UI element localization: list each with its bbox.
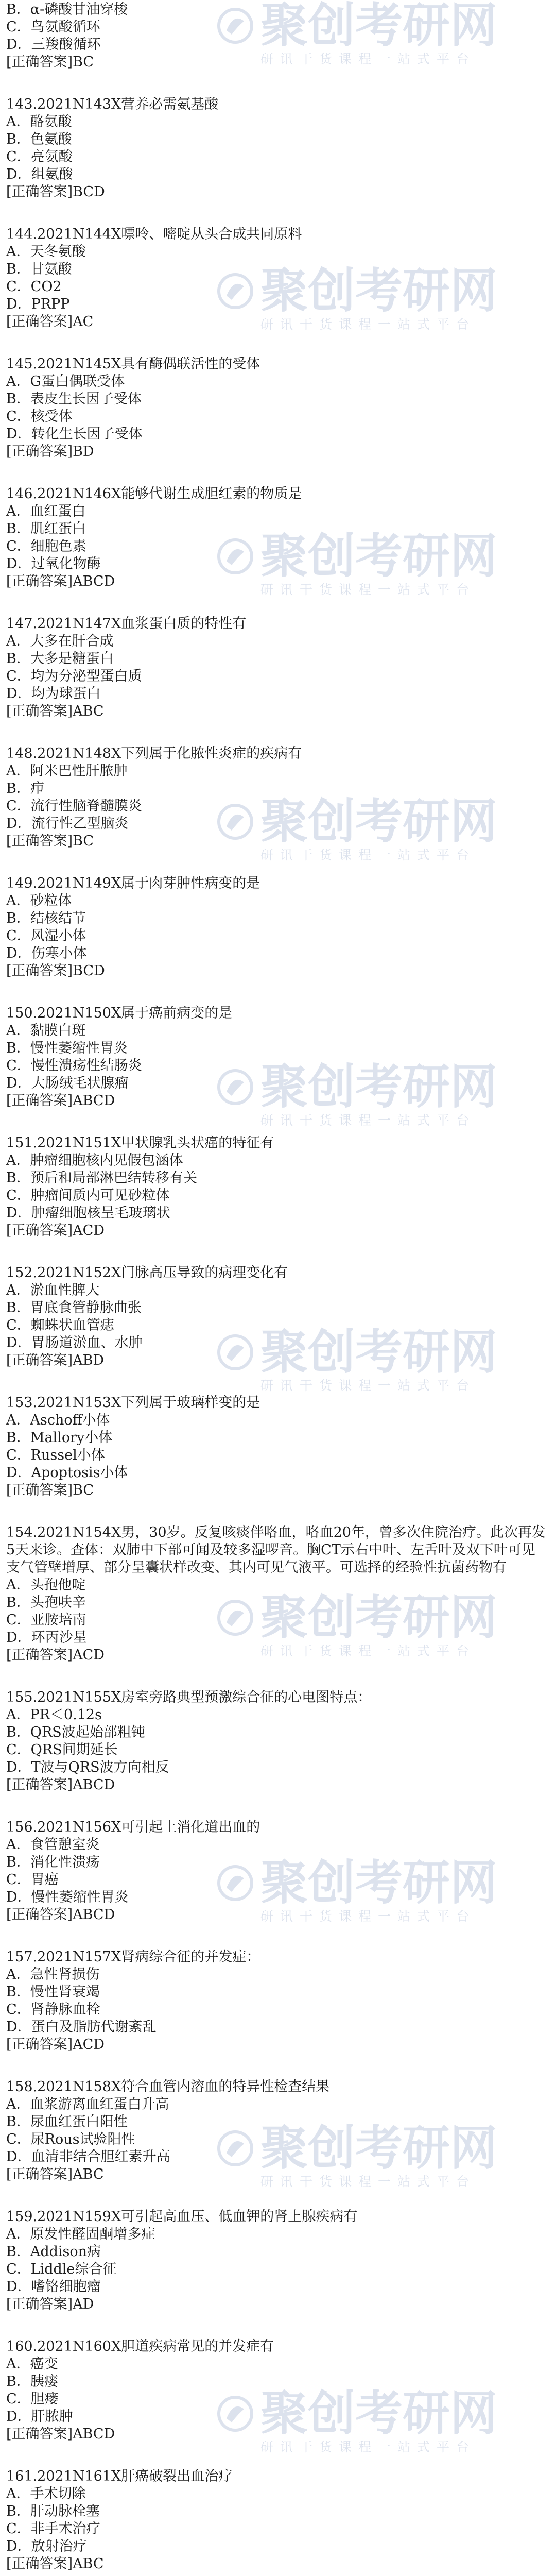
option-a: A．食管憩室炎 [6,1837,100,1853]
question-stem: 150.2021N150X属于癌前病变的是 [6,1005,233,1021]
option-c: C．蜘蛛状血管痣 [6,1317,114,1333]
option-a: A．PR＜0.12s [6,1707,102,1723]
option-b: B．消化性溃疡 [6,1854,100,1870]
option-b: B．Mallory小体 [6,1430,113,1446]
question-stem: 156.2021N156X可引起上消化道出血的 [6,1819,260,1835]
option-d: D．Apoptosis小体 [6,1465,128,1481]
option-b: B．Addison病 [6,2244,101,2260]
watermark-slogan: 研讯干货课程一站式平台 [260,1643,476,1658]
option-b: B．胃底食管静脉曲张 [6,1300,142,1316]
option-b: B．结核结节 [6,910,86,926]
option-b: B．肝动脉栓塞 [6,2503,100,2519]
question-block [6,2338,549,2443]
question-stem: 153.2021N153X下列属于玻璃样变的是 [6,1395,260,1411]
watermark-brand: 聚创考研网 [260,2386,498,2441]
option-b: B．QRS波起始部粗钝 [6,1724,145,1740]
answer-line: [正确答案]BCD [6,184,105,200]
question-stem: 147.2021N147X血浆蛋白质的特性有 [6,616,247,632]
option-c: C．核受体 [6,409,73,425]
answer-line: [正确答案]ABC [6,2166,104,2182]
question-stem: 145.2021N145X具有酶偶联活性的受体 [6,356,260,372]
option-b: B．头孢呋辛 [6,1595,86,1611]
question-block [6,745,549,850]
option-d: D．过氧化物酶 [6,556,101,572]
watermark-brand: 聚创考研网 [260,1590,498,1645]
option-d: D．环丙沙星 [6,1630,87,1646]
option-b: B．α-磷酸甘油穿梭 [6,2,128,18]
question-block [6,1819,549,1924]
option-a: A．Aschoff小体 [6,1412,110,1428]
option-d: D．蛋白及脂肪代谢紊乱 [6,2019,157,2035]
question-stem: 160.2021N160X胆道疾病常见的并发症有 [6,2338,274,2354]
option-a: A．G蛋白偶联受体 [6,374,125,389]
option-b: B．表皮生长因子受体 [6,391,142,407]
watermark-slogan: 研讯干货课程一站式平台 [260,582,476,597]
question-stem: 157.2021N157X肾病综合征的并发症： [6,1949,260,1965]
option-a: A．大多在肝合成 [6,633,114,649]
option-d: D．均为球蛋白 [6,686,101,702]
answer-line: [正确答案]ACD [6,1647,105,1663]
option-c: C．风湿小体 [6,928,86,944]
option-a: A．癌变 [6,2356,58,2372]
watermark-slogan: 研讯干货课程一站式平台 [260,2174,476,2189]
option-a: A．血红蛋白 [6,503,86,519]
option-b: B．疖 [6,781,44,796]
option-d: D．胃肠道淤血、水肿 [6,1335,143,1351]
question-block [6,1005,549,1110]
option-c: C．亚胺培南 [6,1612,86,1628]
watermark-brand: 聚创考研网 [260,529,498,584]
option-a: A．手术切除 [6,2486,86,2502]
question-stem: 148.2021N148X下列属于化脓性炎症的疾病有 [6,745,302,761]
answer-line: [正确答案]ABCD [6,573,115,589]
question-block [6,1948,549,2054]
option-b: B．肌红蛋白 [6,521,86,537]
option-a: A．急性肾损伤 [6,1967,100,1982]
option-b: B．甘氨酸 [6,261,72,277]
option-c: C．均为分泌型蛋白质 [6,668,142,684]
question-stem: 149.2021N149X属于肉芽肿性病变的是 [6,875,260,891]
answer-line: [正确答案]AD [6,2296,94,2312]
option-b: B．大多是糖蛋白 [6,651,114,667]
question-block [6,1134,549,1240]
option-b: B．慢性萎缩性胃炎 [6,1040,128,1056]
option-c: C．Liddle综合征 [6,2261,117,2277]
option-c: C．QRS间期延长 [6,1742,118,1758]
question-block [6,355,549,461]
question-stem: 154.2021N154X男，30岁。反复咳痰伴咯血，咯血20年，曾多次住院治疗。此次再发5天来诊。查体：双肺中下部可闻及较多湿啰音。胸CT示右中叶、左舌叶及双下叶可见支气管壁增厚、部分呈囊状样改变、其内可见气液平。可选择的经验性抗菌药物有 [6,1524,546,1575]
watermark-slogan: 研讯干货课程一站式平台 [260,52,476,66]
question-stem: 161.2021N161X肝癌破裂出血治疗 [6,2468,233,2484]
watermark-slogan: 研讯干货课程一站式平台 [260,848,476,862]
option-d: D．血清非结合胆红素升高 [6,2149,170,2165]
watermark-brand: 聚创考研网 [260,1059,498,1114]
watermark-slogan: 研讯干货课程一站式平台 [260,1113,476,1128]
answer-line: [正确答案]ABC [6,703,104,719]
option-b: B．慢性肾衰竭 [6,1984,100,2000]
option-d: D．大肠绒毛状腺瘤 [6,1075,129,1091]
option-a: A．血浆游离血红蛋白升高 [6,2096,169,2112]
answer-line: [正确答案]BC [6,833,94,849]
option-c: C．非手术治疗 [6,2521,100,2537]
option-c: C．肾静脉血栓 [6,2002,100,2018]
option-d: D．组氨酸 [6,166,73,182]
option-d: D．流行性乙型脑炎 [6,816,129,832]
option-c: C．亮氨酸 [6,149,73,165]
question-stem: 159.2021N159X可引起高血压、低血钾的肾上腺疾病有 [6,2209,358,2225]
question-stem: 155.2021N155X房室旁路典型预激综合征的心电图特点： [6,1689,372,1705]
question-block [6,226,549,331]
answer-line: [正确答案]ABCD [6,1907,115,1923]
question-stem: 158.2021N158X符合血管内溶血的特异性检查结果 [6,2079,330,2095]
answer-line: [正确答案]BD [6,444,94,460]
question-stem: 143.2021N143X营养必需氨基酸 [6,96,219,112]
answer-line: [正确答案]ABD [6,1352,105,1368]
option-b: B．预后和局部淋巴结转移有关 [6,1170,197,1186]
option-a: A．肿瘤细胞核内见假包涵体 [6,1153,183,1168]
question-block [6,485,549,590]
question-block-continued [6,1,549,71]
question-stem: 146.2021N146X能够代谢生成胆红素的物质是 [6,486,302,502]
question-block [6,2208,549,2313]
option-d: D．伤寒小体 [6,945,87,961]
option-c: C．尿Rous试验阳性 [6,2131,135,2147]
option-b: B．尿血红蛋白阳性 [6,2114,128,2130]
question-stem: 151.2021N151X甲状腺乳头状癌的特征有 [6,1135,274,1151]
question-block [6,1394,549,1499]
question-block [6,875,549,980]
option-a: A．阿米巴性肝脓肿 [6,763,128,779]
option-a: A．砂粒体 [6,893,72,909]
option-a: A．黏膜白斑 [6,1023,86,1039]
question-block [6,2078,549,2183]
option-d: D．慢性萎缩性胃炎 [6,1889,129,1905]
watermark-slogan: 研讯干货课程一站式平台 [260,1909,476,1924]
option-c: C．细胞色素 [6,538,86,554]
watermark-brand: 聚创考研网 [260,263,498,318]
option-c: C．胃癌 [6,1872,59,1888]
watermark-slogan: 研讯干货课程一站式平台 [260,317,476,332]
question-block [6,1264,549,1369]
option-c: C．鸟氨酸循环 [6,19,100,35]
option-c: C．流行性脑脊髓膜炎 [6,798,142,814]
option-d: D．放射治疗 [6,2538,87,2554]
answer-line: [正确答案]ACD [6,2037,105,2053]
answer-line: [正确答案]ABCD [6,1093,115,1109]
watermark-brand: 聚创考研网 [260,1855,498,1910]
answer-line: [正确答案]ABCD [6,1777,115,1793]
option-a: A．天冬氨酸 [6,244,86,260]
answer-line: [正确答案]BC [6,1482,94,1498]
option-c: C．CO2 [6,279,62,295]
option-d: D．嗜铬细胞瘤 [6,2279,101,2295]
question-block [6,1524,549,1664]
question-stem: 152.2021N152X门脉高压导致的病理变化有 [6,1265,288,1281]
answer-line: [正确答案]ABCD [6,2426,115,2442]
option-c: C．胆瘘 [6,2391,59,2407]
answer-line: [正确答案]AC [6,314,94,330]
watermark-slogan: 研讯干货课程一站式平台 [260,2439,476,2454]
option-a: A．头孢他啶 [6,1577,86,1593]
option-c: C．肿瘤间质内可见砂粒体 [6,1188,170,1204]
option-d: D．PRPP [6,296,70,312]
question-block [6,1689,549,1794]
option-b: B．胰瘘 [6,2374,58,2389]
question-block [6,2468,549,2573]
watermark-brand: 聚创考研网 [260,2121,498,2176]
option-b: B．色氨酸 [6,131,72,147]
watermark-brand: 聚创考研网 [260,1325,498,1380]
option-d: D．肝脓肿 [6,2409,73,2425]
question-block [6,615,549,720]
option-c: C．Russel小体 [6,1447,105,1463]
watermark-brand: 聚创考研网 [260,0,498,53]
option-d: D．T波与QRS波方向相反 [6,1759,169,1775]
answer-line: [正确答案]ACD [6,1223,105,1239]
option-c: C．慢性溃疡性结肠炎 [6,1058,142,1074]
option-d: D．转化生长因子受体 [6,426,143,442]
option-a: A．淤血性脾大 [6,1282,100,1298]
option-d: D．三羧酸循环 [6,37,101,53]
question-stem: 144.2021N144X嘌呤、嘧啶从头合成共同原料 [6,226,302,242]
answer-line: [正确答案]ABC [6,2556,104,2572]
option-a: A．原发性醛固酮增多症 [6,2226,155,2242]
option-d: D．肿瘤细胞核呈毛玻璃状 [6,1205,170,1221]
answer-line: [正确答案]BCD [6,963,105,979]
watermark-brand: 聚创考研网 [260,794,498,849]
question-block [6,96,549,201]
watermark-slogan: 研讯干货课程一站式平台 [260,1378,476,1393]
option-a: A．酪氨酸 [6,114,72,130]
answer-line: [正确答案]BC [6,54,94,70]
